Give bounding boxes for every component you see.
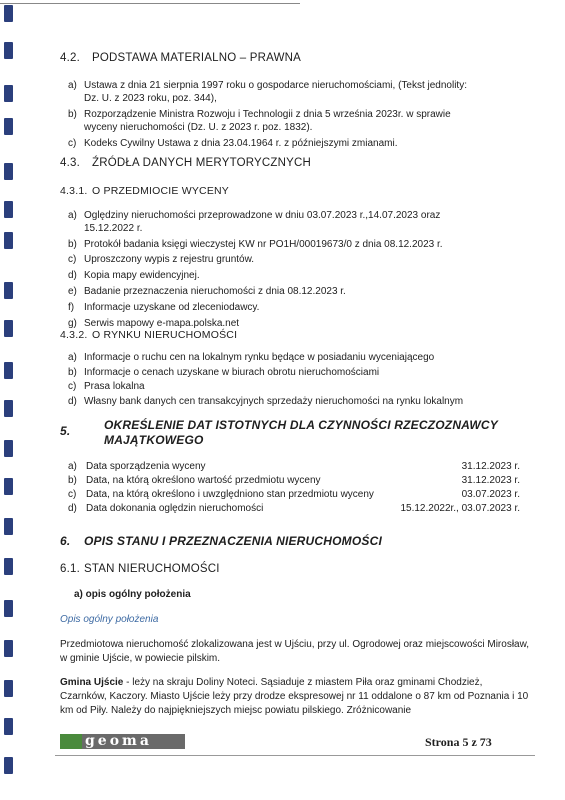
- list-item-text: Dz. U. z 2023 roku, poz. 344),: [84, 92, 217, 104]
- list-item-text: wyceny nieruchomości (Dz. U. z 2023 r. poz. 1832).: [84, 121, 313, 133]
- binding-hole: [4, 640, 13, 657]
- list-item: [68, 254, 530, 267]
- binding-hole: [4, 680, 13, 697]
- footer-logo-accent: [60, 734, 82, 749]
- list-item-text: Informacje uzyskane od zleceniodawcy.: [84, 301, 260, 313]
- location-subheading: Opis ogólny położenia: [60, 614, 159, 625]
- footer-rule: [55, 755, 535, 756]
- gmina-ujscie-text: - leży na skraju Doliny Noteci. Sąsiaduje z miastem Piła oraz gminami Chodzież, Czarnków, Kaczory. Miasto Ujście leży przy drodze ekspresowej nr 11 oddalone o 87 km od Poznania i 10 km od Piły. Należy do najpiękniejszych miejsc powiatu pilskiego. Zróżnicowanie: [60, 677, 529, 716]
- list-item-text: Ustawa z dnia 21 sierpnia 1997 roku o gospodarce nieruchomościami, (Tekst jednolity:: [84, 80, 467, 91]
- date-item-marker: d): [68, 503, 77, 514]
- list-item: [68, 352, 530, 365]
- binding-hole: [4, 282, 13, 299]
- list-item-marker: b): [68, 238, 77, 250]
- subsection-a-heading: a) opis ogólny położenia: [74, 589, 191, 600]
- list-item-text: Serwis mapowy e-mapa.polska.net: [84, 317, 240, 329]
- binding-hole: [4, 42, 13, 59]
- binding-hole: [4, 5, 13, 22]
- page-number: Strona 5 z 73: [425, 735, 492, 749]
- date-item-label: Data sporządzenia wyceny: [86, 461, 206, 472]
- footer-logo: geoma: [85, 733, 152, 749]
- section-4-2-title: PODSTAWA MATERIALNO – PRAWNA: [92, 52, 302, 64]
- list-item-text: Protokół badania księgi wieczystej KW nr PO1H/00019673/0 z dnia 08.12.2023 r.: [84, 238, 443, 250]
- list-item-marker: c): [68, 254, 77, 266]
- list-item-text: Badanie przeznaczenia nieruchomości z dnia 08.12.2023 r.: [84, 286, 346, 297]
- list-item: [68, 381, 530, 394]
- list-item-text: Kopia mapy ewidencyjnej.: [84, 270, 200, 282]
- list-item-marker: a): [68, 210, 77, 221]
- list-item-text: Własny bank danych cen transakcyjnych sprzedaży nieruchomości na rynku lokalnym: [84, 395, 464, 407]
- list-item: [68, 109, 530, 134]
- footer-logo-bar: [60, 734, 185, 749]
- list-item: [68, 367, 530, 380]
- list-item-marker: c): [68, 138, 77, 149]
- date-item-marker: b): [68, 475, 77, 486]
- list-item-marker: g): [68, 317, 77, 329]
- list-item: [68, 80, 530, 105]
- list-item-text: 15.12.2022 r.: [84, 222, 143, 234]
- binding-hole: [4, 362, 13, 379]
- date-item-label: Data, na którą określono i uwzględniono stan przedmiotu wyceny: [86, 489, 374, 500]
- list-item-text: Oględziny nieruchomości przeprowadzone w dniu 03.07.2023 r.,14.07.2023 oraz: [84, 210, 441, 221]
- list-item: [68, 270, 530, 283]
- binding-hole: [4, 558, 13, 575]
- section-4-3-1-number: 4.3.1.: [60, 185, 88, 197]
- list-item: [68, 396, 530, 409]
- list-item-marker: d): [68, 395, 77, 407]
- list-item-marker: c): [68, 381, 77, 393]
- date-item-value: 03.07.2023 r.: [461, 489, 520, 500]
- section-5-title-line-1: OKREŚLENIE DAT ISTOTNYCH DLA CZYNNOŚCI RZECZOZNAWCY: [104, 418, 498, 432]
- section-4-3-title: ŹRÓDŁA DANYCH MERYTORYCZNYCH: [92, 157, 312, 169]
- binding-hole: [4, 163, 13, 180]
- list-item-marker: b): [68, 109, 77, 120]
- date-item-label: Data, na którą określono wartość przedmiotu wyceny: [86, 475, 321, 486]
- list-item: [68, 138, 530, 151]
- top-rule: [0, 0, 300, 4]
- binding-hole: [4, 201, 13, 218]
- binding-hole: [4, 440, 13, 457]
- list-item-text: Informacje o cenach uzyskane w biurach obrotu nieruchomościami: [84, 366, 380, 378]
- binding-hole: [4, 757, 13, 774]
- list-item-text: Kodeks Cywilny Ustawa z dnia 23.04.1964 r. z późniejszymi zmianami.: [84, 138, 398, 149]
- binding-hole: [4, 518, 13, 535]
- list-item-marker: f): [68, 301, 75, 313]
- list-item: [68, 302, 530, 315]
- list-item: [68, 210, 530, 235]
- list-item-marker: a): [68, 80, 77, 91]
- location-paragraph-2: [60, 676, 530, 718]
- section-6-1-number: 6.1.: [60, 563, 80, 575]
- gmina-ujscie-bold: Gmina Ujście: [60, 677, 124, 688]
- section-4-2-number: 4.2.: [60, 52, 80, 64]
- list-item-marker: b): [68, 366, 77, 378]
- section-5-number: 5.: [60, 424, 71, 438]
- list-item: [68, 286, 530, 299]
- date-item-value: 31.12.2023 r.: [461, 475, 520, 486]
- binding-hole: [4, 400, 13, 417]
- date-item-value: 31.12.2023 r.: [461, 461, 520, 472]
- binding-holes: [0, 0, 22, 800]
- list-item-text: Uproszczony wypis z rejestru gruntów.: [84, 254, 255, 266]
- location-paragraph-1: Przedmiotowa nieruchomość zlokalizowana jest w Ujściu, przy ul. Ogrodowej oraz miejscowości Mirosław, w gminie Ujście, w powiecie pilskim.: [60, 639, 530, 664]
- binding-hole: [4, 118, 13, 135]
- list-item-marker: a): [68, 352, 77, 363]
- section-5-title-line-2: MAJĄTKOWEGO: [104, 433, 204, 447]
- section-4-3-2-number: 4.3.2.: [60, 329, 88, 341]
- binding-hole: [4, 85, 13, 102]
- date-item-marker: a): [68, 461, 77, 472]
- binding-hole: [4, 320, 13, 337]
- section-4-3-number: 4.3.: [60, 157, 80, 169]
- section-4-3-2-title: O RYNKU NIERUCHOMOŚCI: [92, 329, 238, 341]
- date-item-label: Data dokonania oględzin nieruchomości: [86, 503, 264, 514]
- list-item-text: Informacje o ruchu cen na lokalnym rynku będące w posiadaniu wyceniającego: [84, 352, 435, 363]
- date-item-value: 15.12.2022r., 03.07.2023 r.: [400, 503, 520, 514]
- date-item-marker: c): [68, 489, 77, 500]
- binding-hole: [4, 232, 13, 249]
- list-item-text: Rozporządzenie Ministra Rozwoju i Technologii z dnia 5 września 2023r. w sprawie: [84, 109, 451, 120]
- binding-hole: [4, 600, 13, 617]
- list-item-marker: d): [68, 270, 77, 282]
- section-6-1-title: STAN NIERUCHOMOŚCI: [84, 563, 220, 575]
- section-4-3-1-title: O PRZEDMIOCIE WYCENY: [92, 185, 230, 197]
- section-6-number: 6.: [60, 534, 71, 548]
- list-item-marker: e): [68, 286, 77, 297]
- section-6-title: OPIS STANU I PRZEZNACZENIA NIERUCHOMOŚCI: [84, 534, 383, 548]
- binding-hole: [4, 718, 13, 735]
- list-item-text: Prasa lokalna: [84, 381, 145, 393]
- binding-hole: [4, 478, 13, 495]
- list-item: [68, 239, 530, 252]
